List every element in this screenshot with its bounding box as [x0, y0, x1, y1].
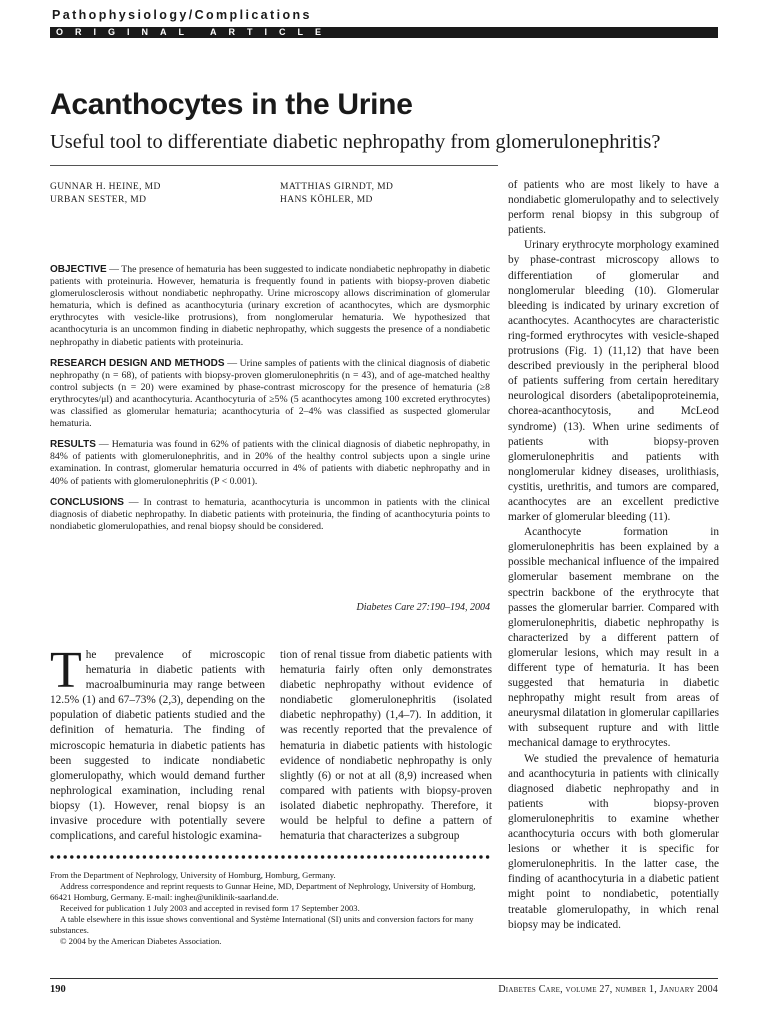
- methods-text: — Urine samples of patients with the clinical diagnosis of diabetic nephropathy (n = 68), of patients with biopsy-proven glomerulonephritis (n = 43), and of age-matched healthy control subjects (n = 20) were examined by phase-contrast microscopy for the presence of hematuria (≥8 erythrocytes/μl) and acanthocyturia. Acanthocyturia of ≥5% (5 acanthocytes among 100 excreted erythrocytes) was classified as glomerular hematuria; acanthocyturia of 2–4% was classified as suspected glomerular hematuria.: [50, 357, 490, 430]
- footnotes: [50, 870, 494, 947]
- footnote-copyright: © 2004 by the American Diabetes Association.: [60, 936, 222, 946]
- results-label: RESULTS: [50, 439, 96, 451]
- abstract-results: [50, 439, 490, 487]
- right-paragraph-2: Urinary erythrocyte morphology examined by phase-contrast microscopy allows to differentiation of glomerular and nonglomerular bleeding (10). Glomerular bleeding is indicated by urinary excretion of acanthocytes. Acanthocytes are characteristic ring-formed erythrocytes with vesicle-shaped protrusions (Fig. 1) (11,12) that have been described previously in the peripheral blood of patients suffering from certain hereditary neurological disorders (abetalipoproteinemia, chorea-acanthocytosis, and McLeod syndrome) (13). When urine sediments of patients with biopsy-proven glomerulonephritis and patients with nonglomerular kidney diseases, urolithiasis, cystitis, urethritis, and tumors are compared, acanthocytes are an excellent predictive marker of glomerular bleeding (11).: [508, 239, 719, 524]
- author-girndt: MATTHIAS GIRNDT, MD: [280, 182, 394, 192]
- footer-rule: [50, 978, 718, 979]
- running-footer: Diabetes Care, volume 27, number 1, January 2004: [498, 984, 718, 995]
- footnote-affiliation: From the Department of Nephrology, University of Homburg, Homburg, Germany.: [50, 870, 336, 880]
- right-paragraph-1: of patients who are most likely to have a nondiabetic glomerulopathy and to selectively perform renal biopsy in this subgroup of patients.: [508, 179, 719, 237]
- title-rule: [50, 165, 498, 166]
- conclusions-text: — In contrast to hematuria, acanthocyturia is uncommon in patients with the clinical diagnosis of diabetic nephropathy. In diabetic patients with proteinuria, the finding of acanthocyturia points to nondiabetic glomerulopathies, and renal biopsy should be considered.: [50, 496, 490, 532]
- right-paragraph-3: Acanthocyte formation in glomerulonephritis has been explained by a possible mechanical influence of the impaired glomerular basement membrane on the spectrin backbone of the erythrocyte that passes the glomerular barrier. Compared with glomerulonephritis, diabetic nephropathy is characterized by a different pattern of glomerular lesions, which may result in a different type of hematuria. It has been suggested that hematuria in diabetic nephropathy might result from areas of aneurysmal dilatation in glomerular capillaries with subsequent rupture and with little mechanical damage to erythrocytes.: [508, 526, 719, 750]
- abstract-conclusions: [50, 497, 490, 533]
- footnote-units: A table elsewhere in this issue shows conventional and Système International (SI) units and conversion factors for many substances.: [50, 914, 474, 935]
- article-type-bar: [50, 27, 718, 38]
- abstract-objective: [50, 264, 490, 349]
- results-text: — Hematuria was found in 62% of patients with the clinical diagnosis of diabetic nephropathy, in 84% of patients with glomerulonephritis, and in 20% of the healthy control subjects upon a single urine examination. In contrast, glomerular hematuria occurred in 4% of patients with diabetic nephropathy and in 40% of patients with glomerulonephritis (P < 0.001).: [50, 439, 490, 487]
- article-subtitle: Useful tool to differentiate diabetic nephropathy from glomerulonephritis?: [50, 131, 661, 153]
- intro-column-2: [280, 648, 492, 844]
- abstract-methods: [50, 358, 490, 431]
- dotted-separator: [50, 852, 494, 862]
- conclusions-label: CONCLUSIONS: [50, 496, 124, 508]
- footnote-correspondence: Address correspondence and reprint requests to Gunnar Heine, MD, Department of Nephrology, University of Homburg, 66421 Homburg, Germany. E-mail: ingheı@uniklinik-saarland.de.: [50, 881, 476, 902]
- author-kohler: HANS KÖHLER, MD: [280, 195, 373, 205]
- author-heine: GUNNAR H. HEINE, MD: [50, 182, 161, 192]
- objective-label: OBJECTIVE: [50, 264, 107, 275]
- section-header: Pathophysiology/Complications: [52, 8, 312, 22]
- footnote-received: Received for publication 1 July 2003 and accepted in revised form 17 September 2003.: [60, 903, 360, 913]
- objective-text: — The presence of hematuria has been suggested to indicate nondiabetic nephropathy in diabetic patients with proteinuria. However, hematuria is frequently found in patients with biopsy-proven diabetic glomerulosclerosis without nondiabetic nephropathy. Urine microscopy allows discrimination of glomerular hematuria, which is defined as acanthocyturia (urinary excretion of acanthocytes, which are dysmorphic erythrocytes with vesicle-like protrusions), from nonglomerular hematuria. We hypothesized that acanthocyturia is an uncommon finding in diabetic nephropathy, which suggests the presence of a nondiabetic nephropathy in diabetic patients with proteinuria.: [50, 264, 490, 348]
- right-column: [508, 178, 719, 933]
- drop-cap: T: [50, 642, 82, 699]
- intro-text-1: he prevalence of microscopic hematuria in diabetic patients with macroalbuminuria may range between 12.5% (1) and 67–73% (2,3), depending on the population of diabetic patients studied and the definition of hematuria. The finding of microscopic hematuria in diabetic patients has been suggested to indicate nondiabetic glomerulopathy, which would demand further nephrological examination, including renal biopsy (1). However, renal biopsy is an invasive procedure with potentially severe complications, and careful histologic examina-: [50, 649, 265, 843]
- page-number: 190: [50, 984, 66, 995]
- citation: Diabetes Care 27:190–194, 2004: [356, 602, 490, 613]
- article-title: Acanthocytes in the Urine: [50, 88, 413, 121]
- abstract: [50, 264, 490, 542]
- methods-label: RESEARCH DESIGN AND METHODS: [50, 357, 225, 369]
- author-sester: URBAN SESTER, MD: [50, 195, 147, 205]
- intro-text-2: tion of renal tissue from diabetic patients with hematuria fairly often only demonstrates diabetic nephropathy without evidence of nondiabetic glomerulonephritis (isolated diabetic nephropathy) (1,4–7). In addition, it was recently reported that the prevalence of hematuria in diabetic patients with histologic evidence of nondiabetic nephropathy is only slightly (6) or not at all (8,9) increased when compared with patients with biopsy-proven isolated diabetic nephropathy. Therefore, it would be helpful to define a pattern of hematuria that characterizes a subgroup: [280, 649, 492, 843]
- right-paragraph-4: We studied the prevalence of hematuria and acanthocyturia in patients with clinically diagnosed diabetic nephropathy and in patients with biopsy-proven glomerulonephritis to examine whether acanthocyturia occurs with both glomerular lesions or whether it is specific for glomerulonephritis. In the latter case, the finding of acanthocyturia in a diabetic patient might point to nondiabetic, potentially treatable glomerulopathy, in which renal biopsy may be indicated.: [508, 752, 719, 931]
- intro-column-1: [50, 642, 265, 844]
- article-type-label: ORIGINAL ARTICLE: [56, 27, 333, 37]
